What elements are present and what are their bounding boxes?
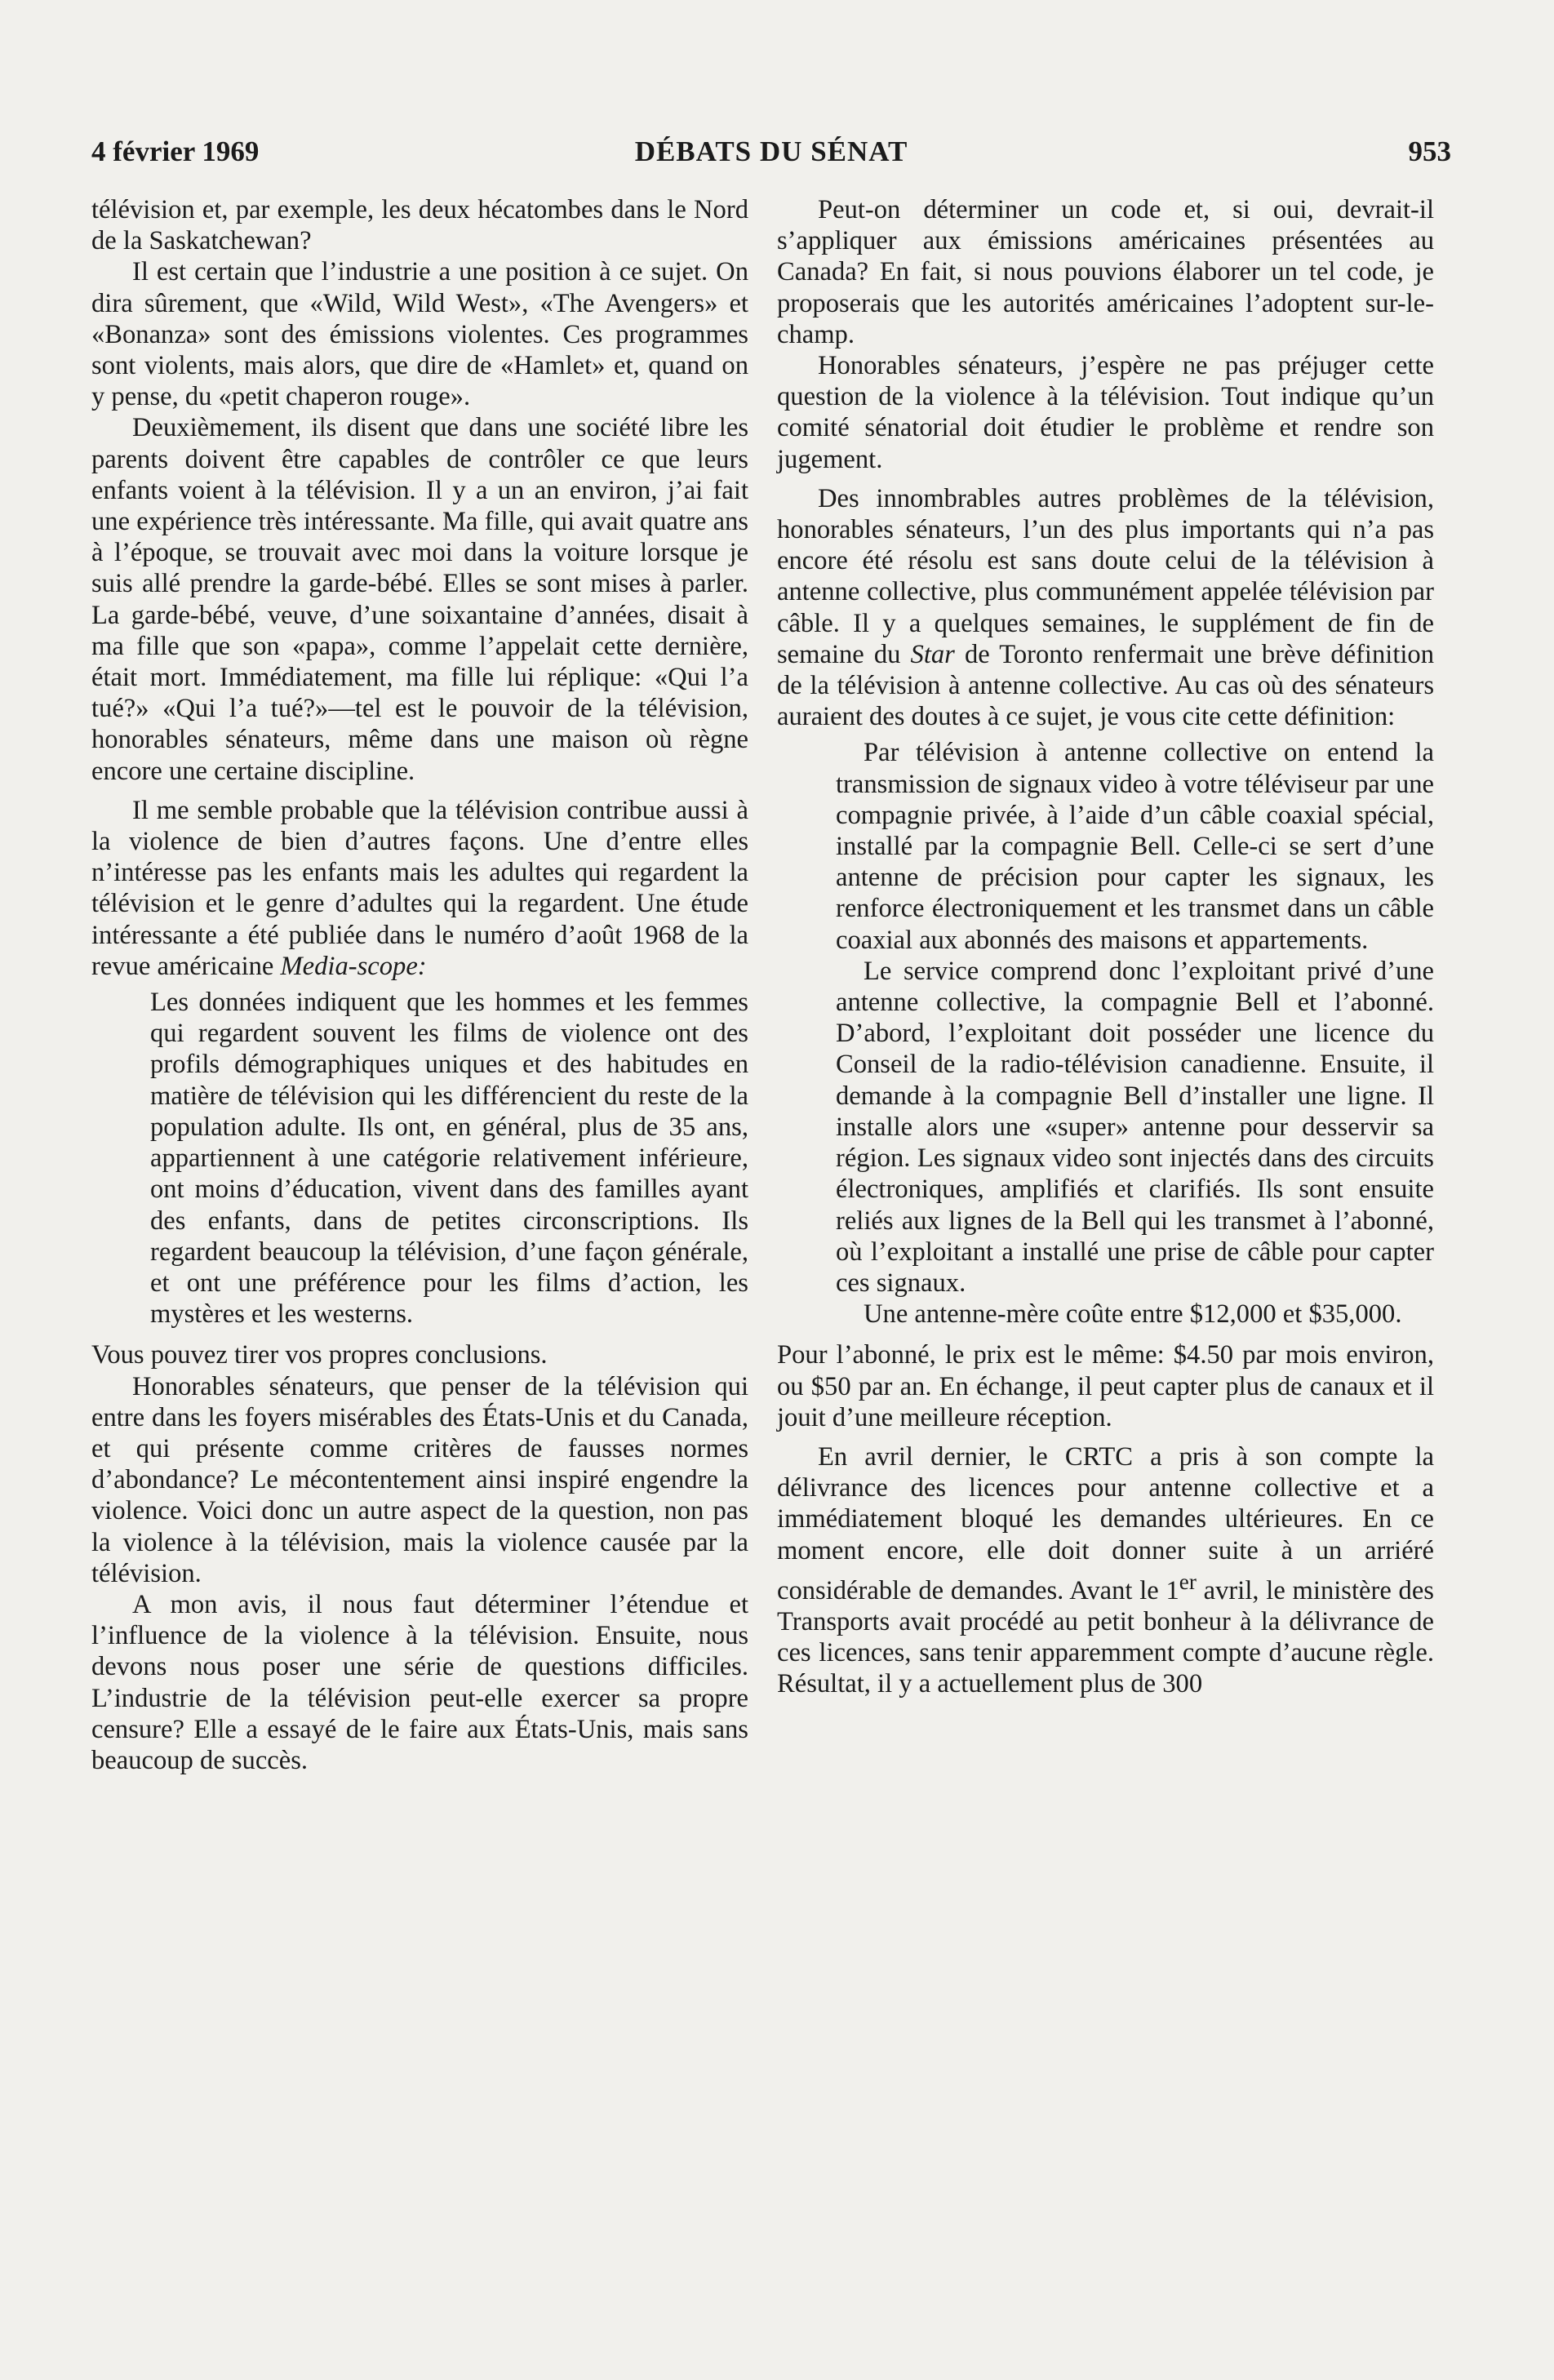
block-quote (150, 987, 748, 1330)
paragraph (777, 483, 1434, 733)
paragraph-text: Des innombrables autres problèmes de la télévision, honorables sénateurs, l’un des plus importants qui n’a pas encore été résolu est sans doute celui de la télévision à antenne collective, plus communément appelée télévision par câble. Il y a quelques semaines, le supplément de fin de semaine du (777, 483, 1434, 669)
paragraph-text: de Toronto renfermait une brève définition de la télévision à antenne collective. Au cas où des sénateurs auraient des doutes à ce sujet, je vous cite cette définition: (777, 639, 1434, 732)
paragraph (91, 795, 748, 982)
paragraph: Il est certain que l’industrie a une position à ce sujet. On dira sûrement, que «Wild, Wild West», «The Avengers» et «Bonanza» sont des émissions violentes. Ces programmes sont violents, mais alors, que dire de «Hamlet» et, quand on y pense, du «petit chaperon rouge». (91, 257, 748, 412)
paragraph: Peut-on déterminer un code et, si oui, devrait-il s’appliquer aux émissions américaines présentées au Canada? En fait, si nous pouvions élaborer un tel code, je proposerais que les autorités américaines l’adoptent sur-le-champ. (777, 195, 1434, 349)
block-quote (836, 737, 1434, 1330)
quote-text: Par télévision à antenne collective on entend la transmission de signaux video à votre téléviseur par une compagnie privée, à l’aide d’un câble coaxial spécial, installé par la compagnie Bell. Celle-ci se sert d’une antenne de précision pour capter les signaux, les renforce électroniquement et les transmet dans un câble coaxial aux abonnés des maisons et appartements. (836, 738, 1434, 955)
paragraph: A mon avis, il nous faut déterminer l’étendue et l’influence de la violence à la télévision. Ensuite, nous devons nous poser une série de questions difficiles. L’industrie de la télévision peut-elle exercer sa propre censure? Elle a essayé de le faire aux États-Unis, mais sans beaucoup de succès. (91, 1589, 748, 1775)
quote-text: Les données indiquent que les hommes et les femmes qui regardent souvent les films de violence ont des profils démographiques uniques et des habitudes en matière de télévision qui les différencient du reste de la population adulte. Ils ont, en général, plus de 35 ans, appartiennent à une catégorie relativement inférieure, ont moins d’éducation, vivent dans des familles ayant des enfants, dans de petites circonscriptions. Ils regardent beaucoup la télévision, d’une façon générale, et ont une préférence pour les films d’action, les mystères et les westerns. (150, 988, 748, 1330)
header-title: DÉBATS DU SÉNAT (634, 135, 908, 167)
paragraph: Pour l’abonné, le prix est le même: $4.50 par mois environ, ou $50 par an. En échange, il peut capter plus de canaux et il jouit d’une meilleure réception. (777, 1340, 1434, 1432)
paragraph: Honorables sénateurs, que penser de la télévision qui entre dans les foyers misérables des États-Unis et du Canada, et qui présente comme critères de fausses normes d’abondance? Le mécontentement ainsi inspiré engendre la violence. Voici donc un autre aspect de la question, non pas la violence à la télévision, mais la violence causée par la télévision. (91, 1371, 748, 1588)
right-column (777, 194, 1434, 1699)
paragraph-text: Il me semble probable que la télévision contribue aussi à la violence de bien d’autres façons. Une d’entre elles n’intéresse pas les enfants mais les adultes qui regardent la télévision et le genre d’adultes qui la regardent. Une étude intéressante a été publiée dans le numéro d’août 1968 de la revue américaine (91, 795, 748, 981)
paragraph: Honorables sénateurs, j’espère ne pas préjuger cette question de la violence à la télévision. Tout indique qu’un comité sénatorial doit étudier le problème et rendre son jugement. (777, 351, 1434, 474)
paragraph-text: avril, le ministère des Transports avait procédé au petit bonheur à la délivrance de ces licences, sans tenir apparemment compte d’aucune règle. Résultat, il y a actuellement plus de 300 (777, 1575, 1434, 1699)
newspaper-title: Star (910, 639, 955, 669)
journal-title: Media-scope: (280, 951, 427, 981)
paragraph (777, 1441, 1434, 1699)
left-column (91, 194, 748, 1776)
page-number: 953 (1408, 135, 1451, 167)
paragraph-text: En avril dernier, le CRTC a pris à son compte la délivrance des licences pour antenne collective et a immédiatement bloqué les demandes ultérieures. En ce moment encore, elle doit donner suite à un arriéré considérable de demandes. Avant le 1 (777, 1441, 1434, 1605)
paragraph: Vous pouvez tirer vos propres conclusions. (91, 1340, 548, 1370)
page-header (91, 135, 1451, 178)
superscript: er (1179, 1569, 1197, 1594)
paragraph: Deuxièmement, ils disent que dans une société libre les parents doivent être capables de contrôler ce que leurs enfants voient à la télévision. Il y a un an environ, j’ai fait une expérience très intéressante. Ma fille, qui avait quatre ans à l’époque, se trouvait avec moi dans la voiture lorsque je suis allé prendre la garde-bébé. Elles se sont mises à parler. La garde-bébé, veuve, d’une soixantaine d’années, disait à ma fille que son «papa», comme l’appelait cette dernière, était mort. Immédiatement, ma fille lui réplique: «Qui l’a tué?» «Qui l’a tué?»—tel est le pouvoir de la télévision, honorables sénateurs, même dans une maison où règne encore une certaine discipline. (91, 413, 748, 786)
quote-text: Le service comprend donc l’exploitant privé d’une antenne collective, la compagnie Bell et l’abonné. D’abord, l’exploitant doit posséder une licence du Conseil de la radio-télévision canadienne. Ensuite, il demande à la compagnie Bell d’installer une ligne. Il installe alors une «super» antenne pour desservir sa région. Les signaux video sont injectés dans des circuits électroniques, amplifiés et clarifiés. Ils sont ensuite reliés aux lignes de la Bell qui les transmet à l’abonné, où l’exploitant a installé une prise de câble pour capter ces signaux. (836, 956, 1434, 1298)
paragraph: télévision et, par exemple, les deux hécatombes dans le Nord de la Saskatchewan? (91, 195, 748, 256)
header-date: 4 février 1969 (91, 135, 260, 167)
quote-text: Une antenne-mère coûte entre $12,000 et $35,000. (864, 1299, 1402, 1330)
